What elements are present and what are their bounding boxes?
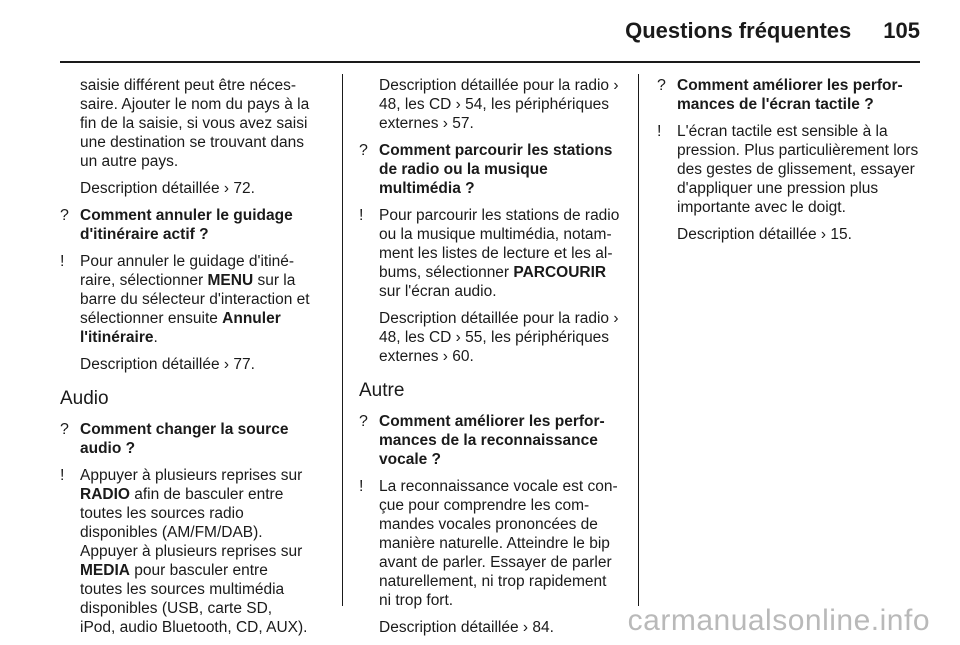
column-divider [342,74,343,606]
column-3 [657,76,919,252]
ref-arrow-icon: › [442,348,448,365]
ref-arrow-icon: › [455,96,461,113]
ref-arrow-icon: › [613,310,619,327]
section-heading-audio: Audio [60,388,109,409]
question-item [60,206,310,244]
ref-arrow-icon: › [613,77,619,94]
answer-item: ! Appuyer à plusieurs reprises sur RADIO afin de basculer entre toutes les sources radio disponibles (AM/FM/DAB). Appuyer à plusieurs reprises sur MEDIA pour basculer entre toutes les sources multimédia disponibles (USB, carte SD, iPod, audio Bluetooth, CD, AUX). [60,467,308,636]
question-item [359,412,621,469]
question-text: Comment améliorer les performances de l'écran tactile ? [677,77,903,113]
watermark: carmanualsonline.info [627,604,930,637]
question-icon: ? [60,421,69,438]
answer-item: ! Pour annuler le guidage d'itinéraire, sélectionner MENU sur la barre du sélecteur d'interaction et sélectionner ensuite Annuler l'itinéraire. [60,253,310,346]
ref-arrow-icon: › [442,115,448,132]
continued-paragraph: saisie différent peut être nécessaire. Ajouter le nom du pays à la fin de la saisie, si vous avez saisi une destination se trouvant dans un autre pays. [80,77,310,170]
question-icon: ? [60,207,69,224]
page-title: Questions fréquentes [625,18,852,43]
header-rule [60,61,920,63]
answer-icon: ! [60,253,65,270]
question-text: Comment annuler le guidage d'itinéraire actif ? [80,207,293,243]
answer-item: ! Pour parcourir les stations de radio ou la musique multimédia, notamment les listes de lecture et les albums, sélectionner PARCOURIR sur l'écran audio. [359,207,620,300]
question-icon: ? [359,413,368,430]
question-item [657,76,919,114]
section-heading-autre: Autre [359,380,405,401]
answer-icon: ! [359,478,364,495]
ref-arrow-icon: › [820,226,827,243]
question-text: Comment améliorer les performances de la reconnaissance vocale ? [379,413,605,468]
question-icon: ? [657,77,666,94]
ref-arrow-icon: › [223,180,230,197]
page-number: 105 [883,18,920,43]
ref-arrow-icon: › [522,619,529,636]
question-item [60,420,310,458]
answer-icon: ! [359,207,364,224]
question-item [359,141,621,198]
ref-arrow-icon: › [223,356,230,373]
answer-icon: ! [60,467,65,484]
answer-item: ! L'écran tactile est sensible à la pression. Plus particulièrement lors des gestes de glissement, essayer d'appliquer une pression plus importante avec le doigt. [657,123,919,216]
answer-icon: ! [657,123,662,140]
column-2 [359,76,621,645]
ref-arrow-icon: › [455,329,461,346]
page-header [40,18,920,48]
question-text: Comment changer la source audio ? [80,421,289,457]
question-icon: ? [359,142,368,159]
detail-reference: Description détaillée pour la radio › 48, les CD › 54, les périphériques externes › 57. [379,77,619,132]
detail-reference: Description détaillée › 15. [677,226,852,243]
detail-reference: Description détaillée pour la radio › 48, les CD › 55, les périphériques externes › 60. [379,310,619,365]
detail-reference: Description détaillée › 84. [379,619,554,636]
question-text: Comment parcourir les stations de radio ou la musique multimédia ? [379,142,613,197]
detail-reference: Description détaillée › 77. [80,356,255,373]
column-1 [60,76,310,645]
answer-item: ! La reconnaissance vocale est conçue pour comprendre les commandes vocales prononcées de manière naturelle. Atteindre le bip avant de parler. Essayer de parler naturellement, ni trop rapidement ni trop fort. [359,478,618,609]
column-divider [638,74,639,606]
detail-reference: Description détaillée › 72. [80,180,255,197]
